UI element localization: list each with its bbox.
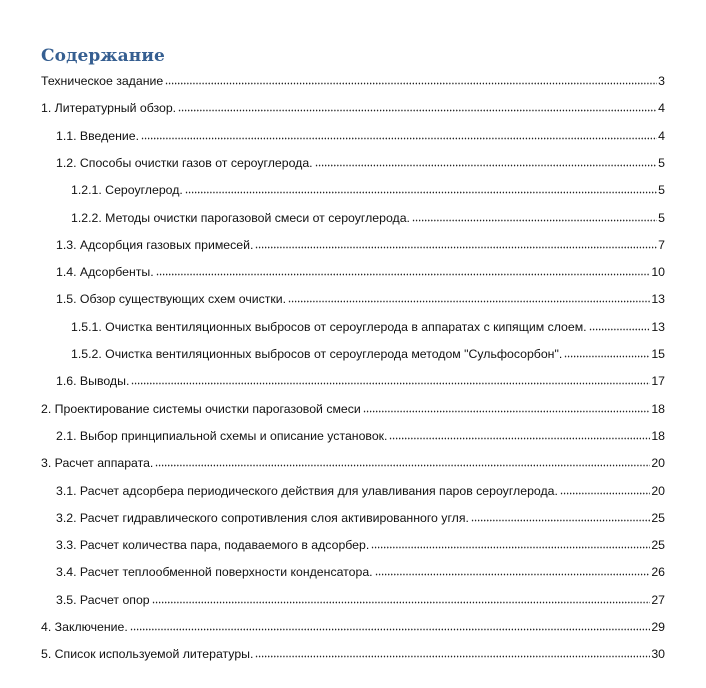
toc-entry-page-number[interactable]: 26 <box>651 565 665 580</box>
toc-entry-page-number[interactable]: 18 <box>651 428 665 443</box>
dot-leader <box>155 454 650 468</box>
toc-entry[interactable] <box>71 208 665 226</box>
toc-entry-page-number[interactable]: 4 <box>658 128 665 143</box>
toc-entry[interactable] <box>56 426 665 444</box>
toc-entry-label[interactable]: 1.5.1. Очистка вентиляционных выбросов от сероуглерода в аппаратах с кипящим слоем. <box>71 319 587 334</box>
dot-leader <box>560 482 650 496</box>
dot-leader <box>471 509 650 523</box>
toc-entry-page-number[interactable]: 4 <box>658 101 665 116</box>
toc-entry[interactable] <box>41 399 665 417</box>
toc-entry-page-number[interactable]: 17 <box>651 374 665 389</box>
toc-entry-page-number[interactable]: 10 <box>651 265 665 280</box>
toc-entry-label[interactable]: 1.2. Способы очистки газов от сероуглерода. <box>56 155 313 170</box>
dot-leader <box>178 99 657 113</box>
toc-entry[interactable] <box>56 481 665 499</box>
dot-leader <box>412 209 657 223</box>
toc-entry-label[interactable]: 1.5. Обзор существующих схем очистки. <box>56 292 287 307</box>
toc-entry-label[interactable]: 1.2.2. Методы очистки парогазовой смеси от сероуглерода. <box>71 210 410 225</box>
toc-entry[interactable] <box>71 317 665 335</box>
toc-entry-page-number[interactable]: 27 <box>651 592 665 607</box>
dot-leader <box>255 645 650 659</box>
toc-entry[interactable] <box>41 617 665 635</box>
toc-entry-page-number[interactable]: 18 <box>651 401 665 416</box>
toc-title: Содержание <box>41 46 165 66</box>
dot-leader <box>185 181 657 195</box>
toc-entry-label[interactable]: 1.1. Введение. <box>56 128 140 143</box>
dot-leader <box>288 290 650 304</box>
toc-entry-page-number[interactable]: 20 <box>651 456 665 471</box>
toc-entry-label[interactable]: 1.3. Адсорбция газовых примесей. <box>56 237 254 252</box>
toc-entry-label[interactable]: Техническое задание <box>41 74 164 88</box>
toc-entry[interactable] <box>56 126 665 144</box>
toc-entry-page-number[interactable]: 29 <box>651 620 665 634</box>
toc-entry-page-number[interactable]: 3 <box>658 74 665 88</box>
toc-entry-page-number[interactable]: 13 <box>651 292 665 307</box>
dot-leader <box>315 154 658 168</box>
toc-entry[interactable] <box>56 590 665 608</box>
toc-entry[interactable] <box>41 453 665 471</box>
toc-entry-label[interactable]: 1.4. Адсорбенты. <box>56 265 154 280</box>
toc-entry-page-number[interactable]: 25 <box>651 510 665 525</box>
toc-entry-label[interactable]: 4. Заключение. <box>41 620 128 634</box>
toc-entry-page-number[interactable]: 25 <box>651 538 665 553</box>
toc-entry-page-number[interactable]: 13 <box>651 319 665 334</box>
dot-leader <box>130 618 651 632</box>
dot-leader <box>589 318 651 332</box>
toc-entry-label[interactable]: 3.3. Расчет количества пара, подаваемого в адсорбер. <box>56 538 370 553</box>
toc-entry-page-number[interactable]: 7 <box>658 237 665 252</box>
toc-entry[interactable] <box>56 262 665 280</box>
toc-entry-page-number[interactable]: 20 <box>651 483 665 498</box>
dot-leader <box>255 236 657 250</box>
toc-entry-label[interactable]: 3.5. Расчет опор <box>56 592 150 607</box>
dot-leader <box>389 427 650 441</box>
toc-entry-label[interactable]: 1.2.1. Сероуглерод. <box>71 183 183 198</box>
toc-entry-label[interactable]: 3.4. Расчет теплообменной поверхности конденсатора. <box>56 565 373 580</box>
dot-leader <box>131 372 650 386</box>
toc-entry[interactable] <box>56 535 665 553</box>
dot-leader <box>152 591 651 605</box>
dot-leader <box>363 400 651 414</box>
toc-entry-page-number[interactable]: 15 <box>651 347 665 361</box>
toc-entry-label[interactable]: 1. Литературный обзор. <box>41 101 177 116</box>
toc-entry-label[interactable]: 2.1. Выбор принципиальной схемы и описание установок. <box>56 428 388 443</box>
toc-entry[interactable] <box>56 371 665 389</box>
dot-leader <box>564 345 650 359</box>
toc-entry-label[interactable]: 3.1. Расчет адсорбера периодического действия для улавливания паров сероуглерода. <box>56 483 558 498</box>
toc-entry[interactable] <box>41 644 665 662</box>
toc-entry[interactable] <box>56 508 665 526</box>
dot-leader <box>141 127 657 141</box>
toc-entry-page-number[interactable]: 5 <box>658 183 665 198</box>
dot-leader <box>375 563 651 577</box>
toc-entry[interactable] <box>41 71 665 89</box>
toc-entry-label[interactable]: 3.2. Расчет гидравлического сопротивления слоя активированного угля. <box>56 510 469 525</box>
toc-entry[interactable] <box>56 153 665 171</box>
dot-leader <box>156 263 651 277</box>
toc-entry-page-number[interactable]: 30 <box>651 647 665 662</box>
toc-entry[interactable] <box>56 289 665 307</box>
toc-entry[interactable] <box>71 180 665 198</box>
toc-entry-page-number[interactable]: 5 <box>658 155 665 170</box>
toc-entry[interactable] <box>41 98 665 116</box>
toc-entry-label[interactable]: 3. Расчет аппарата. <box>41 456 154 471</box>
toc-entry-label[interactable]: 5. Список используемой литературы. <box>41 647 254 662</box>
toc-entry-label[interactable]: 1.6. Выводы. <box>56 374 130 389</box>
toc-entry-label[interactable]: 1.5.2. Очистка вентиляционных выбросов от сероуглерода методом "Сульфосорбон". <box>71 347 563 361</box>
toc-entry-page-number[interactable]: 5 <box>658 210 665 225</box>
toc-entry[interactable] <box>71 344 665 362</box>
dot-leader <box>165 72 657 86</box>
dot-leader <box>371 536 650 550</box>
toc-entry-label[interactable]: 2. Проектирование системы очистки парогазовой смеси <box>41 401 361 416</box>
toc-entry[interactable] <box>56 235 665 253</box>
toc-entry[interactable] <box>56 562 665 580</box>
